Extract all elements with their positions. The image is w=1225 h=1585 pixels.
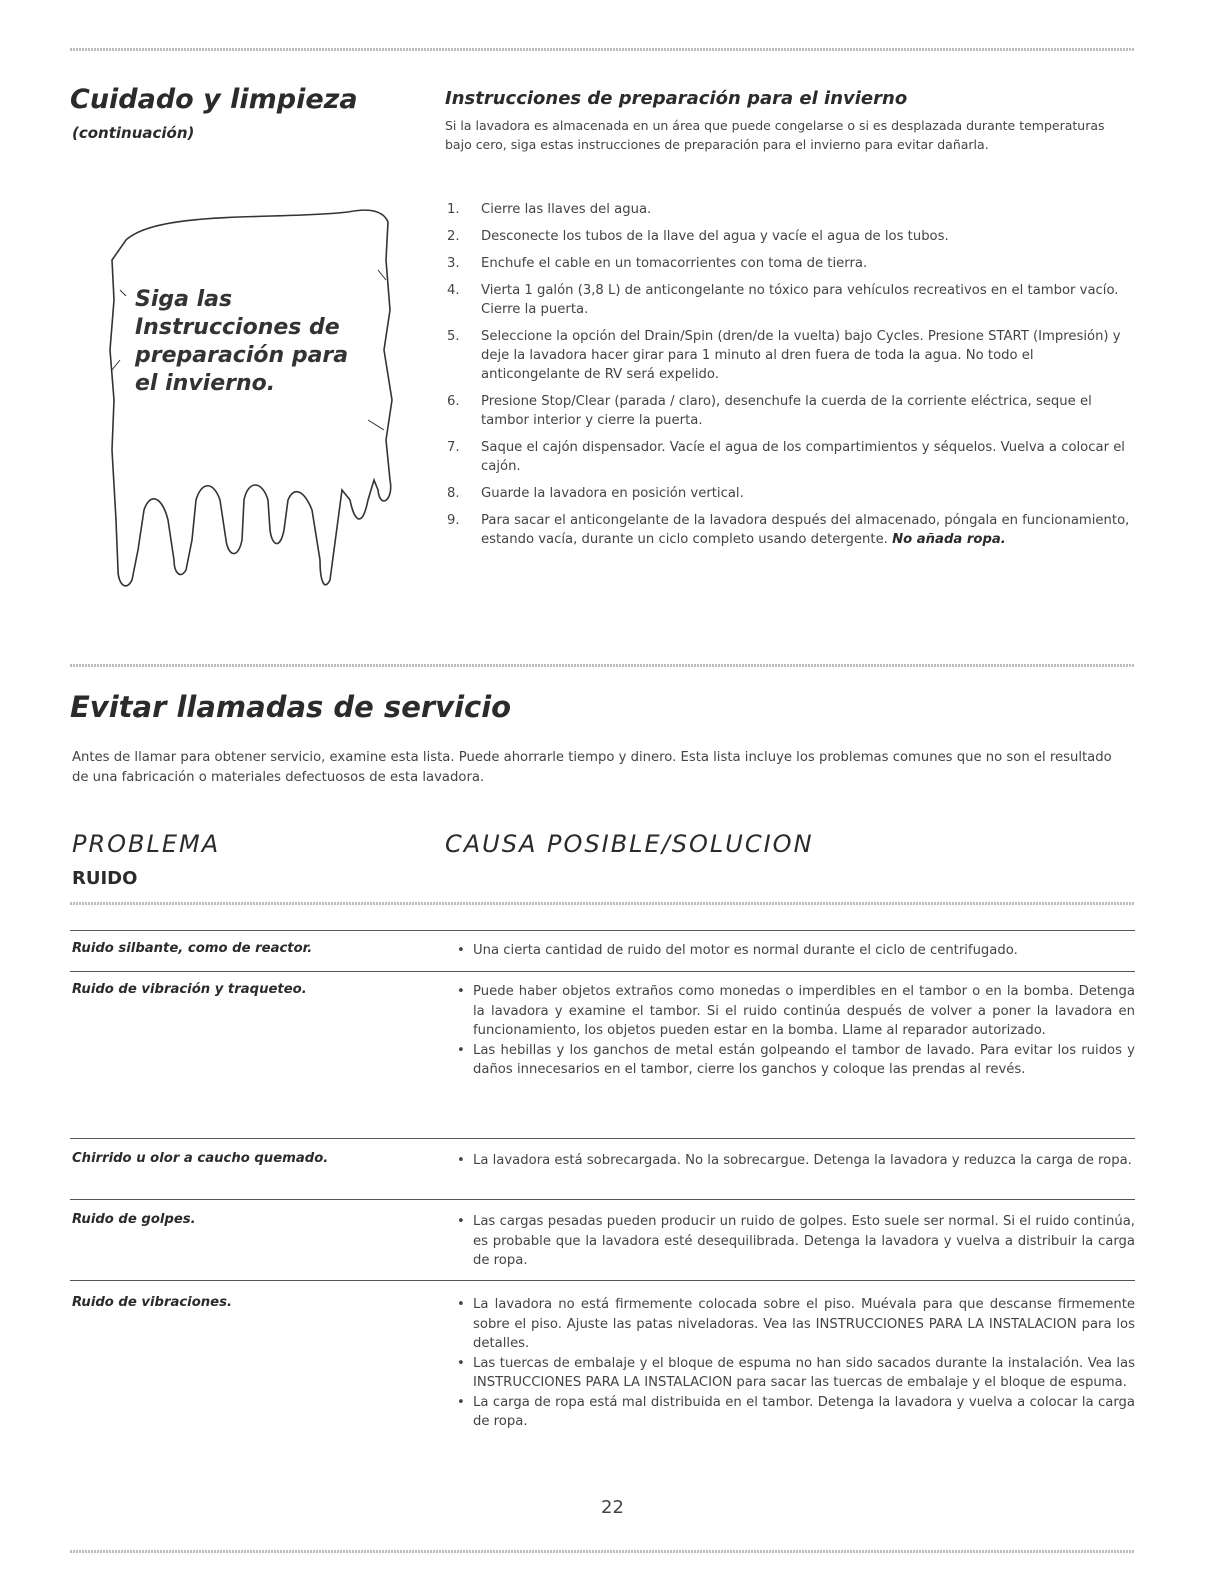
middle-dotted-rule [70,664,1135,667]
page-number: 22 [601,1497,624,1518]
care-title: Cuidado y limpieza [70,84,358,115]
step-item: 1. Cierre las llaves del agua. [447,202,652,217]
cause-column-header: CAUSA POSIBLE/SOLUCION [445,830,814,858]
solution-list [455,1151,1135,1171]
solution-item: • Las tuercas de embalaje y el bloque de espuma no han sido sacados durante la instalación. Vea las INSTRUCCIONES PARA LA INSTALACION para sacar las tuercas de embalaje y el bloque de espuma. [455,1354,1135,1393]
step-item: 7. Saque el cajón dispensador. Vacíe el agua de los compartimientos y séquelos. Vuelva a colocar el cajón. [447,440,1125,474]
table-rule [70,1138,1135,1139]
solution-item: • La lavadora no está firmemente colocada sobre el piso. Muévala para que descanse firmemente sobre el piso. Ajuste las patas niveladoras. Vea las INSTRUCCIONES PARA LA INSTALACION para los detalles. [455,1295,1135,1354]
top-dotted-rule [70,48,1135,51]
table-rule [70,1199,1135,1200]
winter-steps [445,200,1135,557]
care-subtitle: (continuación) [72,124,195,142]
step-item: 2. Desconecte los tubos de la llave del agua y vacíe el agua de los tubos. [447,229,949,244]
frost-illustration [98,200,398,600]
step-item: 6. Presione Stop/Clear (parada / claro), desenchufe la cuerda de la corriente eléctrica, seque el tambor interior y cierre la puerta. [447,394,1092,428]
problem-label: Ruido de vibraciones. [72,1295,232,1310]
solution-item: • Una cierta cantidad de ruido del motor es normal durante el ciclo de centrifugado. [455,941,1135,961]
step-item: 8. Guarde la lavadora en posición vertical. [447,486,744,501]
solution-item: • La lavadora está sobrecargada. No la sobrecargue. Detenga la lavadora y reduzca la carga de ropa. [455,1151,1135,1171]
step-item: 3. Enchufe el cable en un tomacorrientes con toma de tierra. [447,256,868,271]
table-rule [70,971,1135,972]
table-rule [70,930,1135,931]
step-item: 9. Para sacar el anticongelante de la lavadora después del almacenado, póngala en funcionamiento, estando vacía, durante un ciclo completo usando detergente. No añada ropa. [447,513,1130,547]
solution-list [455,1295,1135,1432]
problem-column-header: PROBLEMA [72,830,221,858]
solution-list [455,941,1135,961]
winter-title: Instrucciones de preparación para el invierno [445,88,908,109]
step-emphasis: No añada ropa. [892,532,1006,547]
solution-list [455,982,1135,1080]
problem-label: Ruido de vibración y traqueteo. [72,982,307,997]
step-item: 4. Vierta 1 galón (3,8 L) de anticongelante no tóxico para vehículos recreativos en el tambor vacío. Cierre la puerta. [447,283,1119,317]
service-title: Evitar llamadas de servicio [70,690,512,724]
winter-intro: Si la lavadora es almacenada en un área que puede congelarse o si es desplazada durante temperaturas bajo cero, siga estas instrucciones de preparación para el invierno para evitar dañarla. [445,118,1105,152]
solution-item: • La carga de ropa está mal distribuida en el tambor. Detenga la lavadora y vuelva a colocar la carga de ropa. [455,1393,1135,1432]
solution-item: • Las hebillas y los ganchos de metal están golpeando el tambor de lavado. Para evitar los ruidos y daños innecesarios en el tambor, cierre los ganchos y coloque las prendas al revés. [455,1041,1135,1080]
table-top-rule [70,902,1135,905]
table-rule [70,1280,1135,1281]
problem-label: Ruido de golpes. [72,1212,196,1227]
solution-item: • Puede haber objetos extraños como monedas o imperdibles en el tambor o en la bomba. Detenga la lavadora y examine el tambor. Si el ruido continúa después de volver a poner la lavadora en funcionamiento, los objetos pueden estar en la bomba. Llame al reparador autorizado. [455,982,1135,1041]
problem-label: Chirrido u olor a caucho quemado. [72,1151,329,1166]
service-intro: Antes de llamar para obtener servicio, examine esta lista. Puede ahorrarle tiempo y dinero. Esta lista incluye los problemas comunes que no son el resultado de una fabricación o materiales defectuosos de esta lavadora. [72,750,1112,785]
problem-label: Ruido silbante, como de reactor. [72,941,313,956]
step-item: 5. Seleccione la opción del Drain/Spin (dren/de la vuelta) bajo Cycles. Presione START (Impresión) y deje la lavadora hacer girar para 1 minuto al dren fuera de toda la agua. No todo el anticongelante de RV será expelido. [447,329,1121,382]
section-heading: RUIDO [72,868,138,889]
solution-list [455,1212,1135,1271]
frost-illustration-text: Siga las Instrucciones de preparación para el invierno. [135,287,349,396]
bottom-dotted-rule [70,1550,1135,1553]
solution-item: • Las cargas pesadas pueden producir un ruido de golpes. Esto suele ser normal. Si el ruido continúa, es probable que la lavadora esté desequilibrada. Detenga la lavadora y vuelva a distribuir la carga de ropa. [455,1212,1135,1271]
